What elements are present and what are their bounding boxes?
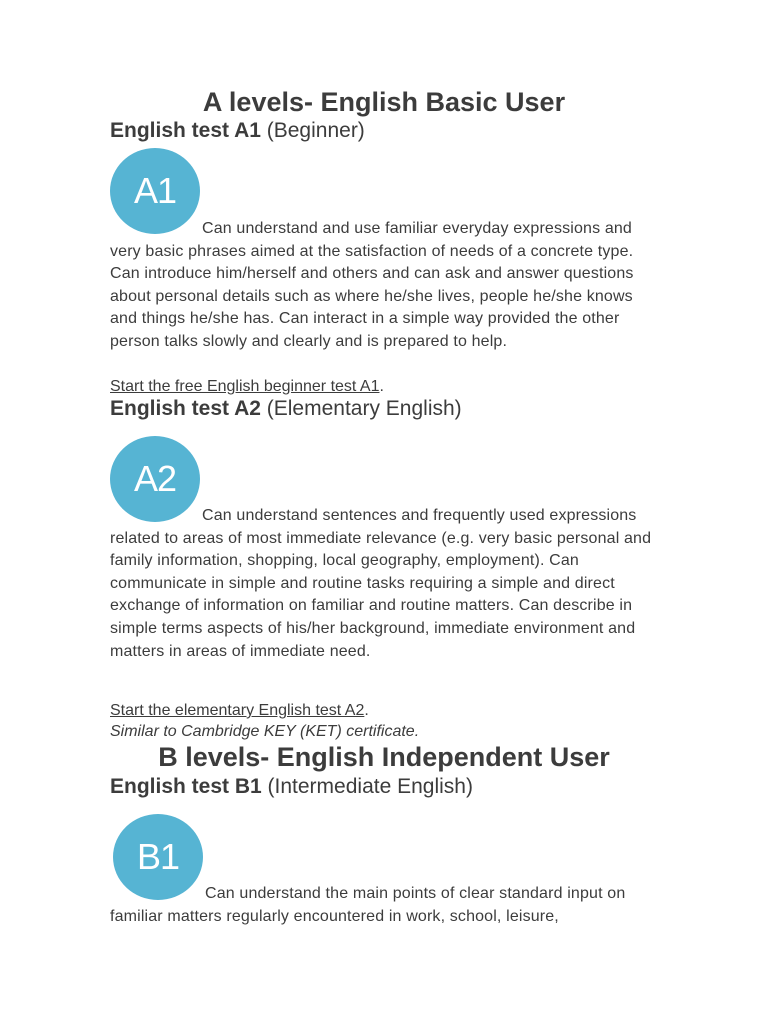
b1-heading-rest: (Intermediate English): [261, 775, 473, 798]
a2-description: [110, 505, 660, 663]
a1-link-suffix: .: [379, 378, 384, 395]
a-levels-title: A levels- English Basic User: [202, 87, 566, 117]
b1-description-text: Can understand the main points of clear standard input on familiar matters regularly encountered in work, school, leisure,: [110, 885, 626, 925]
b1-heading-bold: English test B1: [110, 775, 262, 798]
a2-link-line: [110, 701, 369, 721]
b1-description: [110, 883, 660, 928]
a2-heading: [110, 396, 462, 422]
a2-cambridge-note: Similar to Cambridge KEY (KET) certificate.: [110, 723, 420, 740]
a1-link-line: [110, 377, 384, 397]
b1-badge-icon: B1: [113, 814, 203, 900]
a2-heading-bold: English test A2: [110, 397, 261, 420]
a1-description-text: Can understand and use familiar everyday expressions and very basic phrases aimed at the satisfaction of needs of a concrete type. Can introduce him/herself and others and can ask and answer questions about personal details such as where he/she lives, people he/she knows and things he/she has. Can interact in a simple way provided the other person talks slowly and clearly and is prepared to help.: [110, 220, 634, 350]
b1-heading: [110, 774, 473, 800]
a1-heading-bold: English test A1: [110, 119, 261, 142]
a2-badge-icon: A2: [110, 436, 200, 522]
a1-heading-rest: (Beginner): [260, 119, 365, 142]
a1-start-test-link[interactable]: Start the free English beginner test A1: [110, 378, 380, 395]
a2-link-suffix: .: [364, 702, 369, 719]
a2-description-text: Can understand sentences and frequently used expressions related to areas of most immediate relevance (e.g. very basic personal and family information, shopping, local geography, employment). Can communicate in simple and routine tasks requiring a simple and direct exchange of information on familiar and routine matters. Can describe in simple terms aspects of his/her background, immediate environment and matters in areas of immediate need.: [110, 507, 652, 660]
a2-start-test-link[interactable]: Start the elementary English test A2: [110, 702, 365, 719]
a1-badge-icon: A1: [110, 148, 200, 234]
a1-description: [110, 218, 660, 354]
a1-heading: [110, 118, 365, 144]
b-levels-title: B levels- English Independent User: [158, 742, 610, 772]
a2-heading-rest: (Elementary English): [260, 397, 462, 420]
